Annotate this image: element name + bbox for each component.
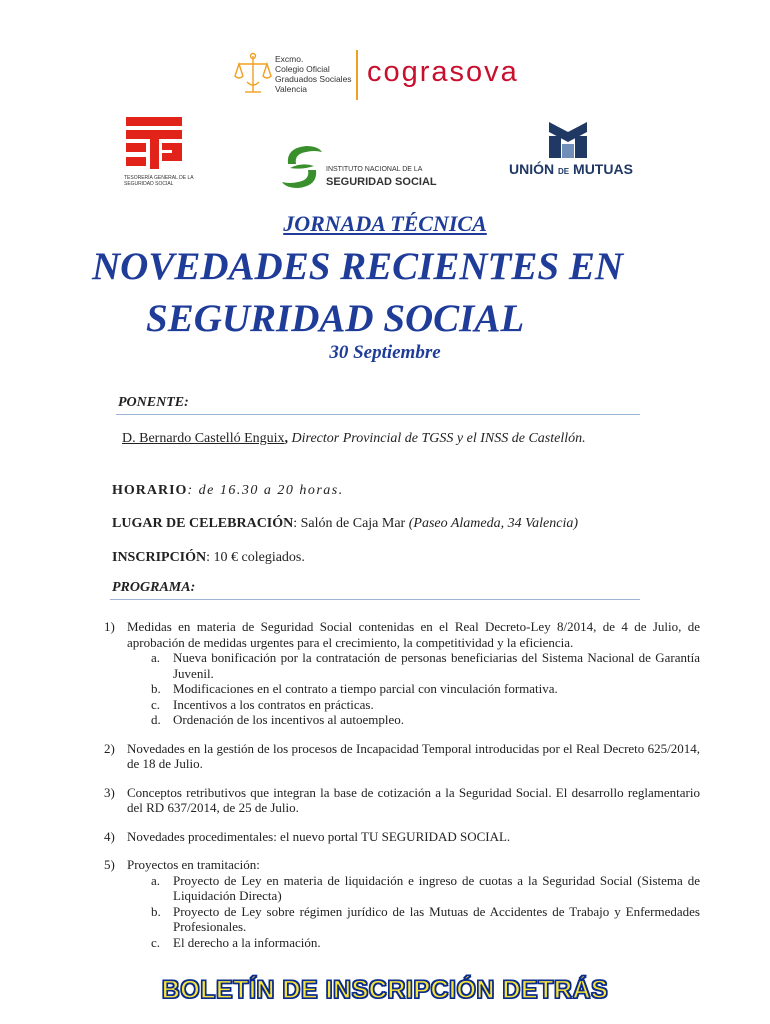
section-divider	[110, 599, 640, 600]
sub-letter: b.	[151, 903, 161, 919]
ponente-name: D. Bernardo Castelló Enguix	[122, 431, 285, 446]
ponente-line	[122, 431, 586, 447]
registration-notice: BOLETÍN DE INSCRIPCIÓN DETRÁS	[161, 976, 609, 1004]
item-number: 4)	[104, 828, 115, 844]
inss-line1: INSTITUTO NACIONAL DE LA	[326, 166, 423, 173]
sub-item	[127, 935, 700, 951]
sub-item	[127, 697, 700, 713]
colegio-logo	[233, 50, 533, 102]
inscripcion-label: INSCRIPCIÓN	[112, 550, 207, 565]
lugar-value: : Salón de Caja Mar	[293, 516, 409, 531]
lugar-line	[112, 516, 578, 532]
inss-logo	[280, 140, 470, 192]
colegio-line: Colegio Oficial	[275, 64, 330, 74]
event-date: 30 Septiembre	[329, 342, 441, 363]
sub-text: Nueva bonificación por la contratación de personas beneficiarias del Sistema Nacional de Garantía Juvenil.	[173, 650, 700, 681]
horario-label: HORARIO	[112, 483, 188, 498]
sub-item	[127, 650, 700, 681]
sub-text: Proyecto de Ley sobre régimen jurídico de las Mutuas de Accidentes de Trabajo y Enfermedades Profesionales.	[173, 903, 700, 934]
colegio-line: Excmo.	[275, 54, 304, 64]
item-text: Conceptos retributivos que integran la base de cotización a la Seguridad Social. El desarrollo reglamentario del RD 637/2014, de 25 de Julio.	[127, 784, 700, 815]
cograsova-wordmark: cograsova	[367, 56, 519, 88]
sub-item	[127, 904, 700, 935]
scales-emblem-icon	[233, 52, 273, 98]
item-number: 3)	[104, 784, 115, 800]
item-text: Novedades procedimentales: el nuevo portal TU SEGURIDAD SOCIAL.	[127, 828, 511, 844]
sub-item	[127, 873, 700, 904]
programa-item	[104, 785, 700, 816]
item-text: Medidas en materia de Seguridad Social contenidas en el Real Decreto-Ley 8/2014, de 4 de Julio, de aprobación de medidas urgentes para el crecimiento, la competitividad y la eficiencia.	[127, 619, 700, 650]
programa-item	[104, 829, 700, 845]
inscripcion-value: : 10 € colegiados.	[206, 550, 305, 565]
item-number: 1)	[104, 619, 115, 634]
programa-item	[104, 741, 700, 772]
colegio-line: Valencia	[275, 84, 307, 94]
tgss-caption: TESORERÍA GENERAL DE LA SEGURIDAD SOCIAL	[124, 175, 194, 187]
logo-divider	[356, 50, 358, 100]
sub-letter: a.	[151, 872, 161, 888]
union-mutuas-logo	[507, 122, 642, 182]
union-mutuas-wordmark	[509, 161, 633, 177]
sub-letter: b.	[151, 681, 161, 696]
sub-text: Proyecto de Ley en materia de liquidación e ingreso de cuotas a la Seguridad Social (Sistema de Liquidación Directa)	[173, 872, 700, 903]
lugar-label: LUGAR DE CELEBRACIÓN	[112, 516, 294, 531]
sub-text: Modificaciones en el contrato a tiempo parcial con vinculación formativa.	[173, 681, 558, 696]
ponente-role: Director Provincial de TGSS y el INSS de Castellón.	[288, 431, 586, 446]
sub-letter: c.	[151, 696, 161, 712]
sub-item	[127, 712, 700, 728]
tgss-emblem-icon	[126, 117, 182, 169]
sub-letter: c.	[151, 934, 161, 950]
tgss-logo	[124, 117, 196, 189]
mutuas-word: MUTUAS	[573, 161, 633, 177]
union-emblem-icon	[549, 122, 587, 158]
item-text: Novedades en la gestión de los procesos de Incapacidad Temporal introducidas por el Real Decreto 625/2014, de 18 de Julio.	[127, 740, 700, 771]
ponente-separator: ,	[284, 431, 289, 446]
ponente-label: PONENTE:	[118, 395, 189, 410]
union-word-small: DE	[558, 167, 570, 176]
event-title-line1: NOVEDADES RECIENTES EN	[92, 245, 623, 288]
inss-line2: SEGURIDAD SOCIAL	[326, 176, 437, 188]
event-title-line2: SEGURIDAD SOCIAL	[146, 297, 525, 340]
sub-text: Ordenación de los incentivos al autoempleo.	[173, 712, 405, 727]
section-divider	[116, 414, 640, 415]
programa-label: PROGRAMA:	[112, 580, 196, 595]
union-word: UNIÓN	[509, 161, 555, 177]
sub-text: Incentivos a los contratos en prácticas.	[173, 696, 374, 712]
programa-item	[104, 857, 700, 950]
inss-emblem-icon	[280, 144, 324, 190]
item-number: 2)	[104, 740, 115, 756]
sub-item	[127, 681, 700, 697]
sub-letter: a.	[151, 650, 161, 665]
colegio-name	[275, 54, 352, 94]
item-text: Proyectos en tramitación:	[127, 857, 260, 872]
sub-text: El derecho a la información.	[173, 934, 321, 950]
horario-value: : de 16.30 a 20 horas.	[187, 483, 344, 498]
inscripcion-line	[112, 550, 305, 566]
lugar-address: (Paseo Alameda, 34 Valencia)	[408, 516, 578, 531]
programa-item	[104, 619, 700, 728]
item-number: 5)	[104, 857, 115, 872]
colegio-line: Graduados Sociales	[275, 74, 352, 84]
horario-line	[112, 483, 344, 499]
sub-letter: d.	[151, 712, 161, 727]
programa-list	[104, 619, 700, 963]
event-subtitle: JORNADA TÉCNICA	[283, 211, 487, 236]
